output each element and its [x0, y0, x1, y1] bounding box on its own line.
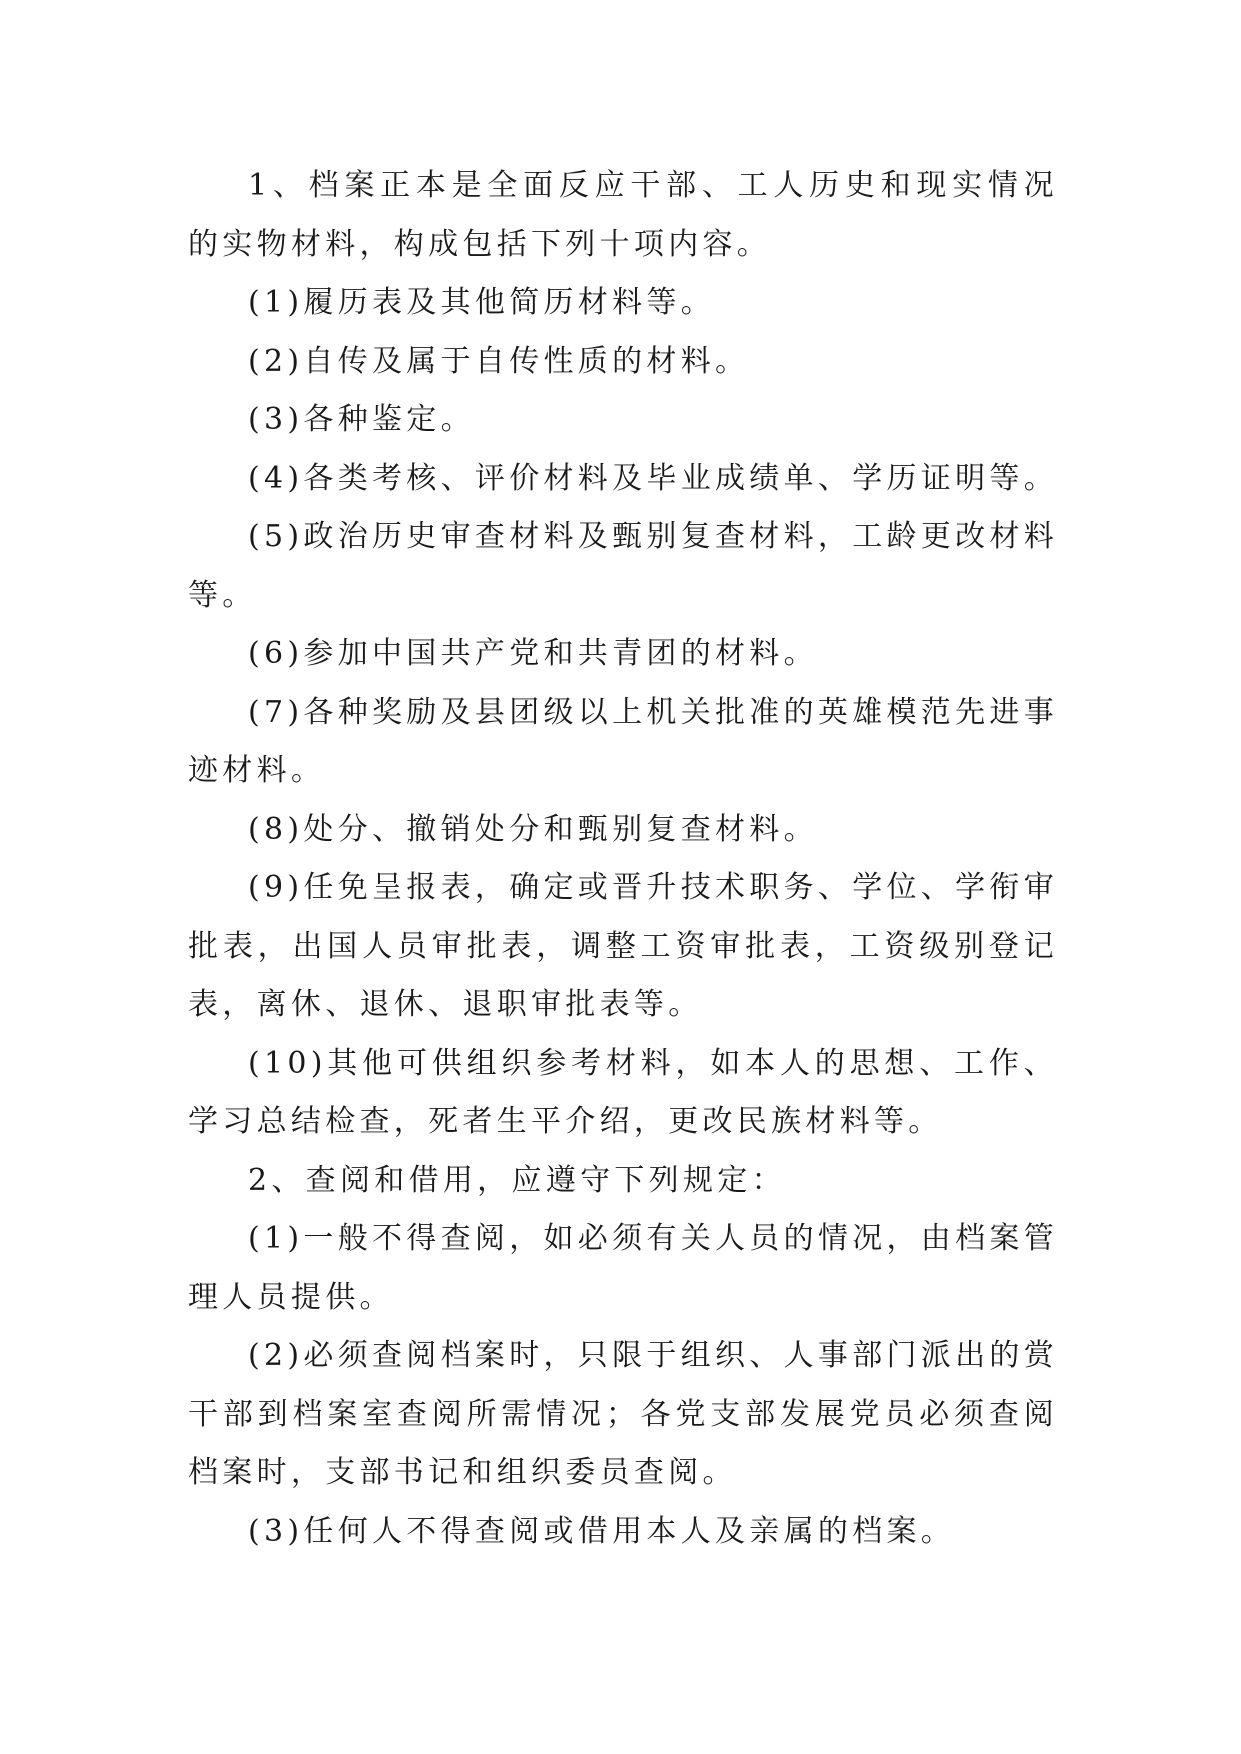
- paragraph-item-5: (5)政治历史审查材料及甄别复查材料，工龄更改材料等。: [188, 519, 1058, 613]
- paragraph-rule-3: (3)任何人不得查阅或借用本人及亲属的档案。: [248, 1513, 956, 1549]
- paragraph-item-9: (9)任免呈报表，确定或晋升技术职务、学位、学衔审批表，出国人员审批表，调整工资审批表，工资级别登记表，离休、退休、退职审批表等。: [188, 870, 1058, 1022]
- paragraph-item-8: (8)处分、撤销处分和甄别复查材料。: [248, 811, 818, 847]
- paragraph-item-2: (2)自传及属于自传性质的材料。: [248, 343, 750, 379]
- document-body: [188, 157, 1058, 1561]
- paragraph-item-10: (10)其他可供组织参考材料，如本人的思想、工作、学习总结检查，死者生平介绍，更改民族材料等。: [188, 1045, 1058, 1139]
- paragraph-item-7: (7)各种奖励及县团级以上机关批准的英雄模范先进事迹材料。: [188, 694, 1058, 788]
- paragraph-item-4: (4)各类考核、评价材料及毕业成绩单、学历证明等。: [248, 460, 1058, 496]
- paragraph-item-3: (3)各种鉴定。: [248, 402, 475, 437]
- paragraph-item-1: (1)履历表及其他简历材料等。: [248, 285, 715, 320]
- paragraph-rule-2: (2)必须查阅档案时，只限于组织、人事部门派出的赏干部到档案室查阅所需情况；各党支部发展党员必须查阅档案时，支部书记和组织委员查阅。: [188, 1338, 1058, 1490]
- paragraph-section-2-intro: 2、查阅和借用，应遵守下列规定：: [248, 1162, 786, 1198]
- paragraph-section-1-intro: 1、档案正本是全面反应干部、工人历史和现实情况的实物材料，构成包括下列十项内容。: [188, 168, 1058, 262]
- paragraph-rule-1: (1)一般不得查阅，如必须有关人员的情况，由档案管理人员提供。: [188, 1221, 1058, 1315]
- paragraph-item-6: (6)参加中国共产党和共青团的材料。: [248, 636, 818, 671]
